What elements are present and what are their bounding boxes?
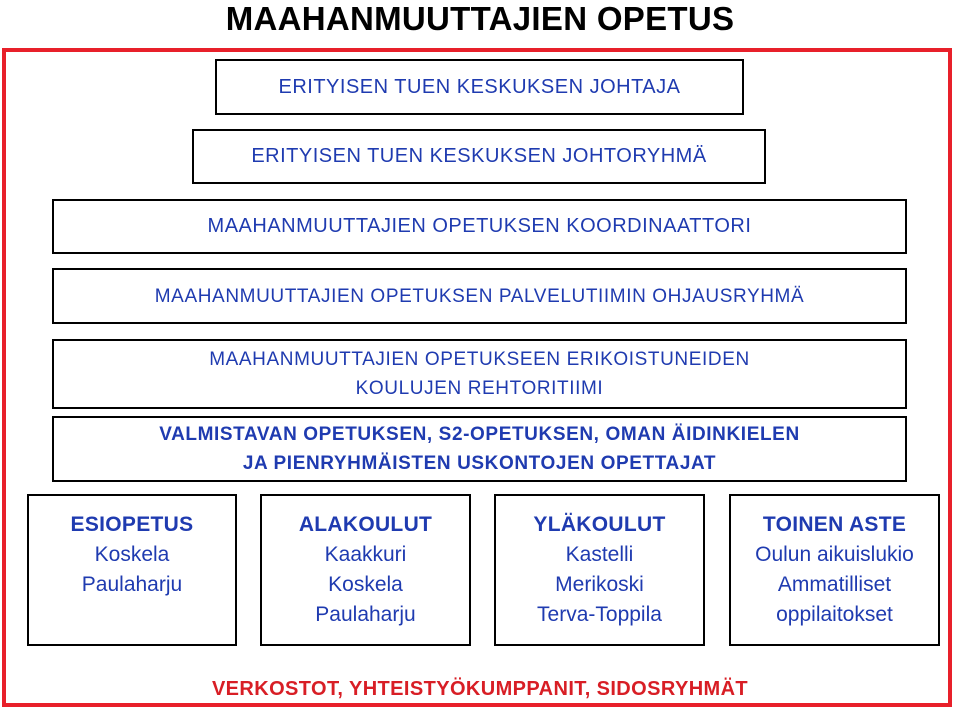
column-item: oppilaitokset — [776, 603, 893, 626]
org-box-management-group-line-1: ERITYISEN TUEN KESKUKSEN JOHTORYHMÄ — [251, 145, 707, 167]
column-lower-secondary-schools — [494, 494, 705, 646]
column-item: Paulaharju — [315, 603, 416, 626]
column-heading: TOINEN ASTE — [762, 513, 907, 536]
column-item: Merikoski — [555, 573, 644, 596]
column-heading: YLÄKOULUT — [533, 513, 666, 536]
column-item: Koskela — [328, 573, 403, 596]
org-box-teachers-line-1: VALMISTAVAN OPETUKSEN, S2-OPETUKSEN, OMAN ÄIDINKIELEN — [159, 424, 800, 445]
org-box-coordinator — [52, 199, 907, 254]
column-heading: ALAKOULUT — [298, 513, 433, 536]
column-item: Kaakkuri — [324, 543, 407, 566]
org-box-director-line-1: ERITYISEN TUEN KESKUKSEN JOHTAJA — [278, 75, 681, 98]
column-heading: ESIOPETUS — [70, 513, 194, 536]
org-box-director — [215, 59, 744, 115]
column-preschool — [27, 494, 237, 646]
column-item: Kastelli — [565, 543, 634, 566]
org-box-principals-team-line-1: MAAHANMUUTTAJIEN OPETUKSEEN ERIKOISTUNEIDEN — [209, 349, 750, 370]
footer-networks: VERKOSTOT, YHTEISTYÖKUMPPANIT, SIDOSRYHMÄT — [211, 678, 749, 700]
column-item: Paulaharju — [81, 573, 183, 596]
org-box-management-group — [192, 129, 766, 184]
org-box-principals-team-line-2: KOULUJEN REHTORITIIMI — [355, 378, 604, 399]
org-box-steering-group — [52, 268, 907, 324]
org-box-coordinator-line-1: MAAHANMUUTTAJIEN OPETUKSEN KOORDINAATTORI — [207, 215, 752, 237]
org-box-teachers — [52, 416, 907, 482]
org-box-steering-group-line-1: MAAHANMUUTTAJIEN OPETUKSEN PALVELUTIIMIN OHJAUSRYHMÄ — [154, 285, 805, 307]
column-item: Koskela — [94, 543, 170, 566]
column-item: Terva-Toppila — [537, 603, 662, 626]
org-box-teachers-line-2: JA PIENRYHMÄISTEN USKONTOJEN OPETTAJAT — [242, 453, 717, 474]
page-title: MAAHANMUUTTAJIEN OPETUS — [225, 0, 735, 37]
column-secondary-level — [729, 494, 940, 646]
column-primary-schools — [260, 494, 471, 646]
org-box-principals-team — [52, 339, 907, 409]
column-item: Oulun aikuislukio — [755, 543, 914, 566]
column-item: Ammatilliset — [777, 573, 892, 596]
